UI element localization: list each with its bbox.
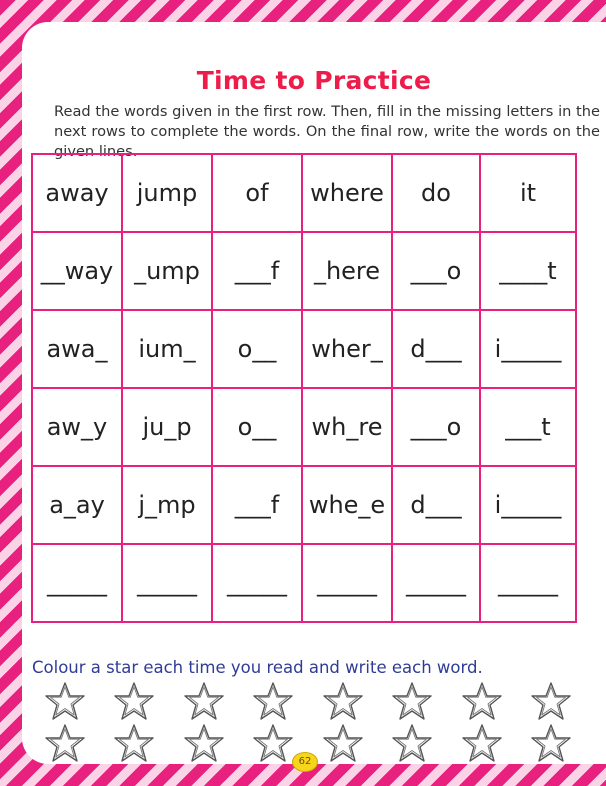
write-row bbox=[32, 544, 576, 622]
star-icon[interactable] bbox=[391, 722, 433, 764]
fill-blank-cell[interactable]: ___o bbox=[392, 388, 480, 466]
fill-blank-cell[interactable]: awa_ bbox=[32, 310, 122, 388]
fill-blank-cell[interactable]: ju_p bbox=[122, 388, 212, 466]
fill-blank-cell[interactable]: d___ bbox=[392, 310, 480, 388]
page-number-badge: 62 bbox=[292, 752, 318, 772]
fill-row bbox=[32, 310, 576, 388]
star-icon[interactable] bbox=[113, 722, 155, 764]
word-cell: jump bbox=[122, 154, 212, 232]
star-icon[interactable] bbox=[252, 680, 294, 722]
fill-blank-cell[interactable]: wh_re bbox=[302, 388, 392, 466]
fill-blank-cell[interactable]: _ump bbox=[122, 232, 212, 310]
star-icon[interactable] bbox=[461, 722, 503, 764]
instructions-text: Read the words given in the first row. Then, fill in the missing letters in the next rows to complete the words. On the final row, write the words on the given lines. bbox=[54, 103, 600, 160]
star-icon[interactable] bbox=[44, 680, 86, 722]
star-icon[interactable] bbox=[183, 680, 225, 722]
write-line-cell[interactable]: _____ bbox=[122, 544, 212, 622]
star-instruction: Colour a star each time you read and write each word. bbox=[32, 658, 483, 677]
star-icon[interactable] bbox=[183, 722, 225, 764]
star-icon[interactable] bbox=[44, 722, 86, 764]
fill-blank-cell[interactable]: ___t bbox=[480, 388, 576, 466]
fill-blank-cell[interactable]: o__ bbox=[212, 388, 302, 466]
star-icon[interactable] bbox=[322, 680, 364, 722]
fill-blank-cell[interactable]: ____t bbox=[480, 232, 576, 310]
fill-blank-cell[interactable]: wher_ bbox=[302, 310, 392, 388]
fill-blank-cell[interactable]: o__ bbox=[212, 310, 302, 388]
star-icon[interactable] bbox=[322, 722, 364, 764]
fill-blank-cell[interactable]: whe_e bbox=[302, 466, 392, 544]
fill-row bbox=[32, 388, 576, 466]
fill-blank-cell[interactable]: j_mp bbox=[122, 466, 212, 544]
fill-blank-cell[interactable]: aw_y bbox=[32, 388, 122, 466]
word-row bbox=[32, 154, 576, 232]
write-line-cell[interactable]: _____ bbox=[392, 544, 480, 622]
fill-blank-cell[interactable]: a_ay bbox=[32, 466, 122, 544]
star-icon[interactable] bbox=[391, 680, 433, 722]
fill-row bbox=[32, 466, 576, 544]
star-icon[interactable] bbox=[461, 680, 503, 722]
fill-blank-cell[interactable]: ___o bbox=[392, 232, 480, 310]
word-cell: of bbox=[212, 154, 302, 232]
fill-blank-cell[interactable]: _here bbox=[302, 232, 392, 310]
star-icon[interactable] bbox=[113, 680, 155, 722]
word-cell: it bbox=[480, 154, 576, 232]
fill-blank-cell[interactable]: i_____ bbox=[480, 310, 576, 388]
fill-blank-cell[interactable]: ___f bbox=[212, 466, 302, 544]
word-cell: away bbox=[32, 154, 122, 232]
write-line-cell[interactable]: _____ bbox=[212, 544, 302, 622]
word-cell: where bbox=[302, 154, 392, 232]
star-icon[interactable] bbox=[252, 722, 294, 764]
star-icon[interactable] bbox=[530, 680, 572, 722]
fill-blank-cell[interactable]: ___f bbox=[212, 232, 302, 310]
fill-blank-cell[interactable]: d___ bbox=[392, 466, 480, 544]
word-cell: do bbox=[392, 154, 480, 232]
fill-row bbox=[32, 232, 576, 310]
write-line-cell[interactable]: _____ bbox=[32, 544, 122, 622]
write-line-cell[interactable]: _____ bbox=[480, 544, 576, 622]
page-title: Time to Practice bbox=[196, 66, 432, 95]
word-practice-grid bbox=[31, 153, 577, 623]
fill-blank-cell[interactable]: __way bbox=[32, 232, 122, 310]
fill-blank-cell[interactable]: i_____ bbox=[480, 466, 576, 544]
star-icon[interactable] bbox=[530, 722, 572, 764]
write-line-cell[interactable]: _____ bbox=[302, 544, 392, 622]
fill-blank-cell[interactable]: ium_ bbox=[122, 310, 212, 388]
